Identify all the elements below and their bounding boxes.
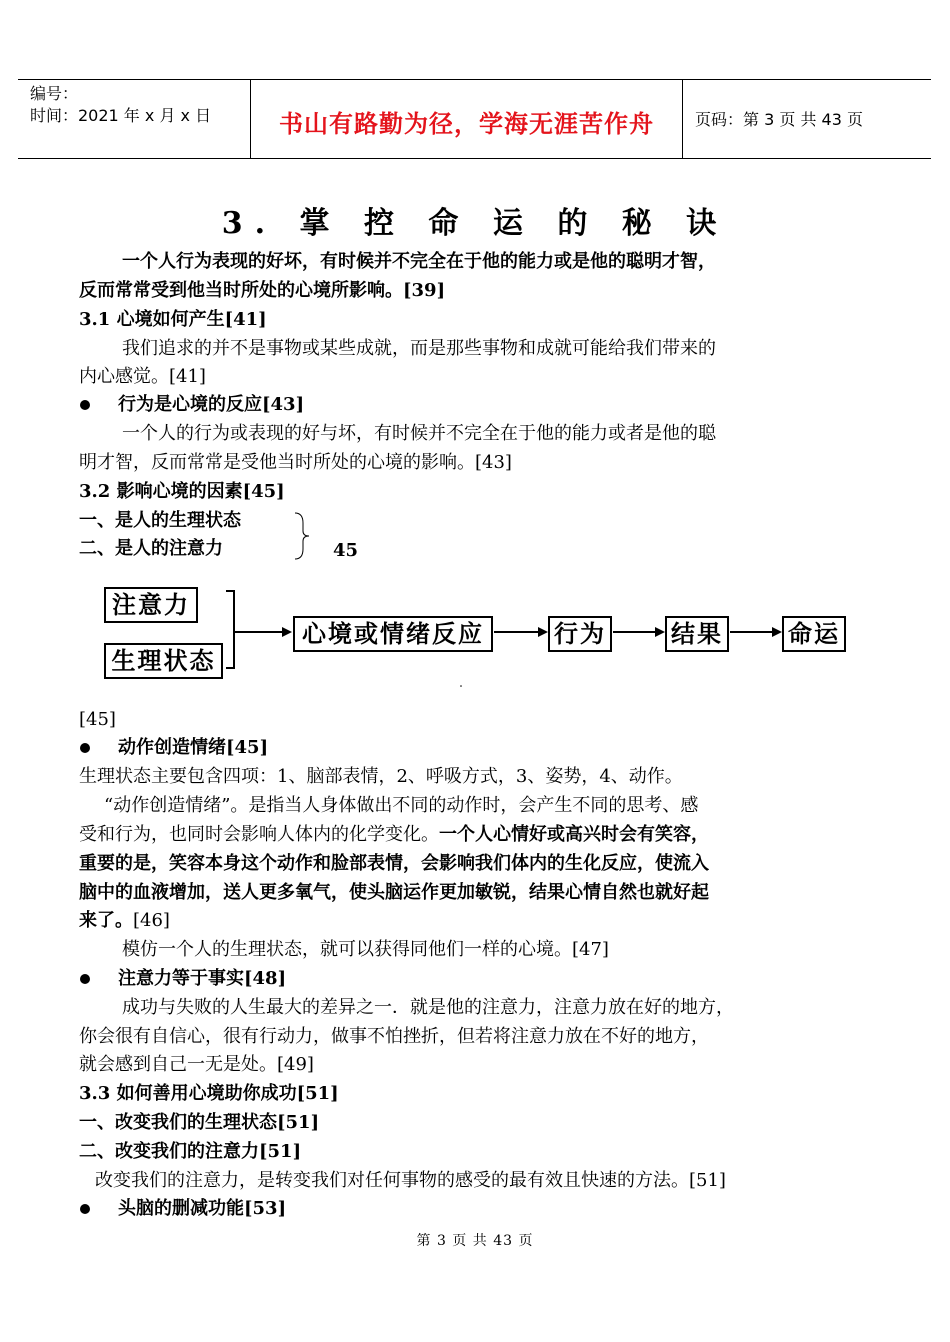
bullet-heading-2: 动作创造情绪[45] (118, 737, 269, 758)
paragraph-4-text-bold: 一个人心情好或高兴时会有笑容， (439, 824, 709, 845)
diagram-box-fate: 命运 (782, 616, 846, 652)
paragraph-3: 生理状态主要包含四项：1、脑部表情，2、呼吸方式，3、姿势，4、动作。 (79, 766, 683, 787)
paragraph-4-text-normal: 受和行为，也同时会影响人体内的化学变化。 (79, 824, 439, 845)
paragraph-2-line-2: 明才智，反而常常是受他当时所处的心境的影响。[43] (79, 452, 512, 473)
section-3-2-heading: 3.2 影响心境的因素[45] (79, 481, 285, 502)
diagram-box-attention: 注意力 (104, 587, 198, 623)
paragraph-4-line-2 (79, 821, 709, 849)
brace-icon (292, 511, 312, 561)
paragraph-6-line-3: 就会感到自己一无是处。[49] (79, 1054, 314, 1075)
bullet-icon (80, 743, 90, 753)
paragraph-4-tail-bold: 来了。 (79, 910, 133, 931)
paragraph-6-line-2: 你会很有自信心，很有行动力，做事不怕挫折，但若将注意力放在不好的地方， (79, 1026, 709, 1047)
paragraph-6-line-1: 成功与失败的人生最大的差异之一．就是他的注意力，注意力放在好的地方， (122, 997, 734, 1018)
paragraph-4-ref: [46] (133, 910, 170, 931)
paragraph-4-line-5 (79, 907, 170, 935)
paragraph-5: 模仿一个人的生理状态，就可以获得同他们一样的心境。[47] (122, 939, 609, 960)
paragraph-4-line-4: 脑中的血液增加，送人更多氧气，使头脑运作更加敏锐，结果心情自然也就好起 (79, 882, 709, 903)
bullet-heading-4: 头脑的删减功能[53] (118, 1198, 287, 1219)
factor-line-2: 二、是人的注意力 (79, 538, 223, 559)
paragraph-4-line-1: “动作创造情绪”。是指当人身体做出不同的动作时，会产生不同的思考、感 (104, 795, 699, 816)
paragraph-1-line-2: 内心感觉。[41] (79, 366, 206, 387)
bullet-heading-1: 行为是心境的反应[43] (118, 394, 305, 415)
diagram-box-mood: 心境或情绪反应 (293, 616, 493, 652)
chapter-title: 3. 掌 控 命 运 的 秘 诀 (221, 206, 729, 241)
section-3-1-heading: 3.1 心境如何产生[41] (79, 309, 267, 330)
factor-line-1: 一、是人的生理状态 (79, 510, 241, 531)
header-meta-cell (18, 80, 251, 158)
page-footer: 第 3 页 共 43 页 (416, 1233, 534, 1249)
method-line-2: 二、改变我们的注意力[51] (79, 1141, 302, 1162)
number-label: 编号： (30, 84, 79, 103)
bullet-icon (80, 1204, 90, 1214)
bullet-icon (80, 974, 90, 984)
diagram-box-behavior: 行为 (548, 616, 612, 652)
page-label: 页码：第 3 页 共 43 页 (695, 110, 863, 129)
intro-line-1: 一个人行为表现的好坏，有时候并不完全在于他的能力或是他的聪明才智， (122, 251, 716, 272)
method-line-1: 一、改变我们的生理状态[51] (79, 1112, 320, 1133)
time-label: 时间：2021 年 x 月 x 日 (30, 106, 212, 125)
paragraph-4-line-3: 重要的是，笑容本身这个动作和脸部表情，会影响我们体内的生化反应，使流入 (79, 853, 709, 874)
section-3-3-heading: 3.3 如何善用心境助你成功[51] (79, 1083, 339, 1104)
header-motto-cell (251, 80, 683, 158)
bullet-heading-3: 注意力等于事实[48] (118, 968, 287, 989)
paragraph-7: 改变我们的注意力，是转变我们对任何事物的感受的最有效且快速的方法。[51] (95, 1170, 726, 1191)
diagram-box-result: 结果 (665, 616, 729, 652)
intro-line-2: 反而常常受到他当时所处的心境所影响。[39] (79, 280, 446, 301)
factor-ref: 45 (333, 540, 359, 561)
diagram-box-physiology: 生理状态 (104, 643, 223, 679)
diagram-arrows (0, 580, 950, 690)
paragraph-1-line-1: 我们追求的并不是事物或某些成就，而是那些事物和成就可能给我们带来的 (122, 338, 716, 359)
paragraph-2-line-1: 一个人的行为或表现的好与坏，有时候并不完全在于他的能力或者是他的聪 (122, 423, 716, 444)
diagram-reference: [45] (79, 709, 116, 730)
header-page-cell (683, 80, 931, 158)
document-header (18, 79, 931, 159)
motto: 书山有路勤为径，学海无涯苦作舟 (279, 109, 654, 138)
bullet-icon (80, 400, 90, 410)
